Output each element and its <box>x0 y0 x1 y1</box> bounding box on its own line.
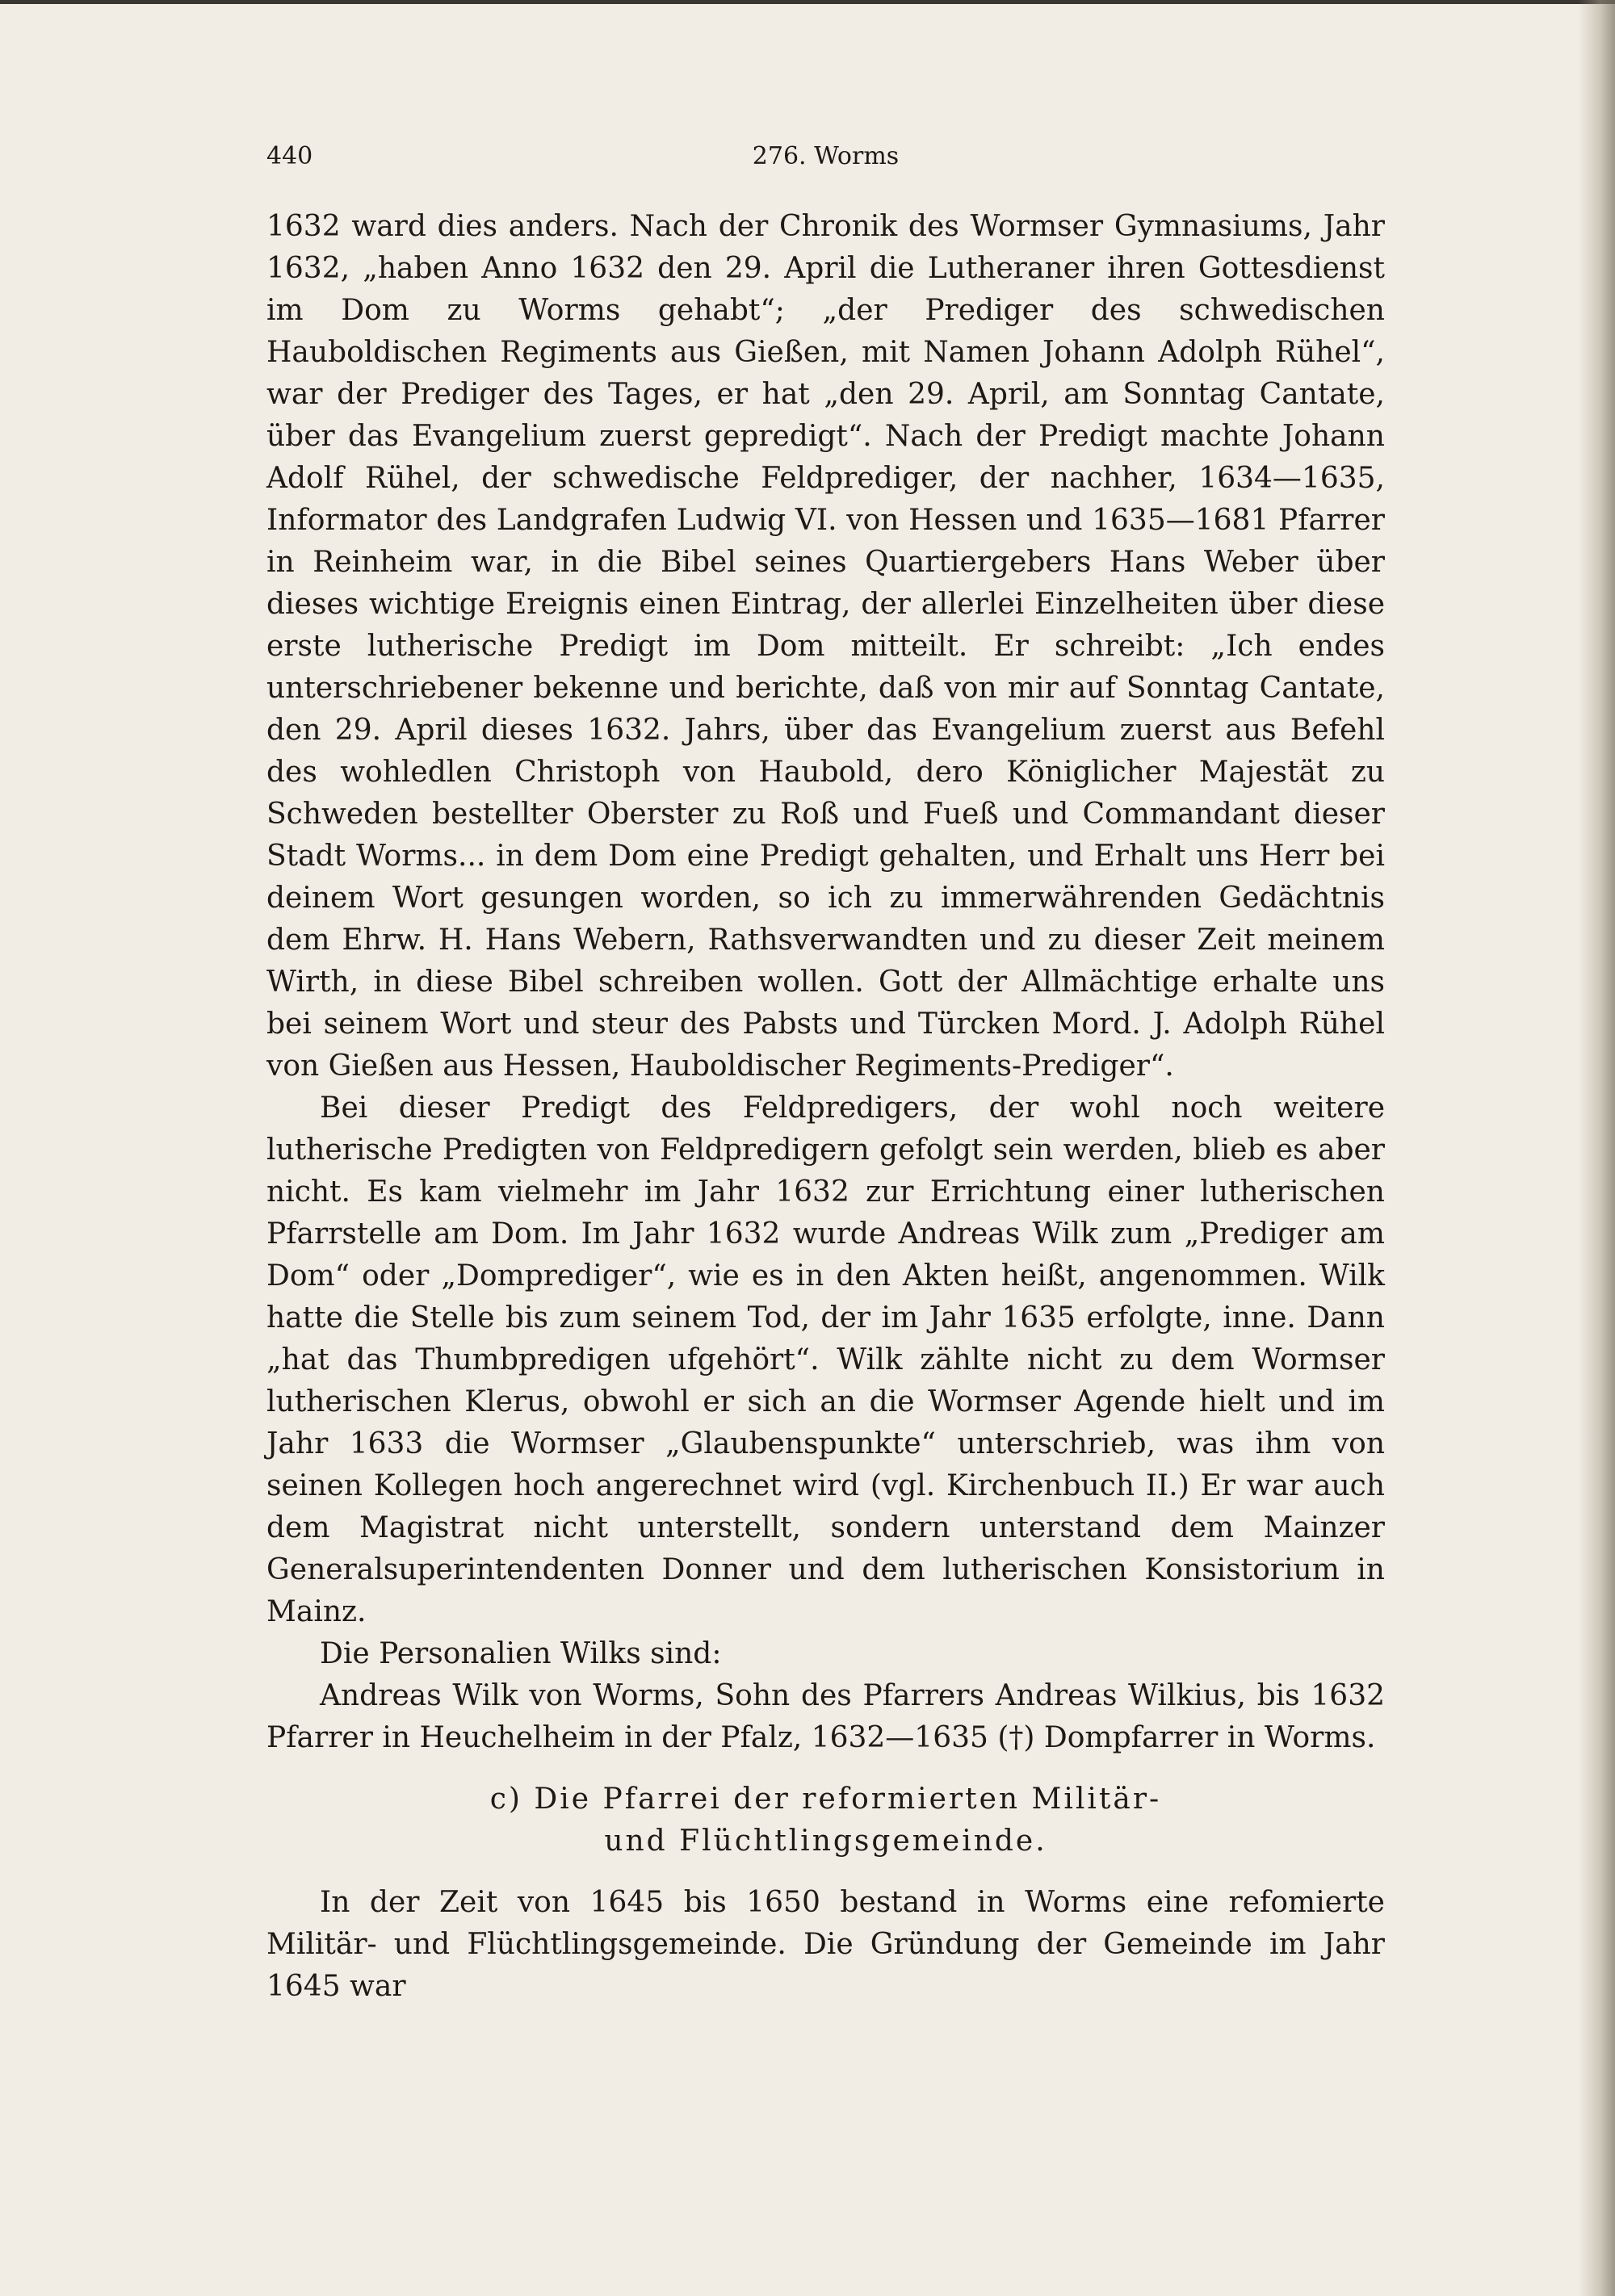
scan-top-edge <box>0 0 1615 4</box>
paragraph-refugee-congregation: In der Zeit von 1645 bis 1650 bestand in Worms eine refomierte Militär- und Flüchtlingsgemeinde. Die Gründung der Gemeinde im Jahr 1645 war <box>266 1886 1385 2003</box>
section-heading-line-1: c) Die Pfarrei der reformierten Militär- <box>489 1783 1162 1816</box>
section-heading <box>266 1779 1385 1862</box>
page-number: 440 <box>266 142 313 170</box>
page-fold-shadow <box>1578 0 1615 2296</box>
page-body <box>266 206 1385 2008</box>
section-heading-line-2: und Flüchtlingsgemeinde. <box>604 1825 1047 1858</box>
paragraph-chronicle: 1632 ward dies anders. Nach der Chronik des Wormser Gymnasiums, Jahr 1632, „haben Anno 1632 den 29. April die Lutheraner ihren Gottesdienst im Dom zu Worms gehabt“; „der Prediger des schwedischen Hauboldischen Regiments aus Gießen, mit Namen Johann Adolph Rühel“, war der Prediger des Tages, er hat „den 29. April, am Sonntag Cantate, über das Evangelium zuerst gepredigt“. Nach der Predigt machte Johann Adolf Rühel, der schwedische Feldprediger, der nachher, 1634—1635, Informator des Landgrafen Ludwig VI. von Hessen und 1635—1681 Pfarrer in Reinheim war, in die Bibel seines Quartiergebers Hans Weber über dieses wichtige Ereignis einen Eintrag, der allerlei Einzelheiten über diese erste lutherische Predigt im Dom mitteilt. Er schreibt: „Ich endes unterschriebener bekenne und berichte, daß von mir auf Sonntag Cantate, den 29. April dieses 1632. Jahrs, über das Evangelium zuerst aus Befehl des wohledlen Christoph von Haubold, dero Königlicher Majestät zu Schweden bestellter Oberster zu Roß und Fueß und Commandant dieser Stadt Worms... in dem Dom eine Predigt gehalten, und Erhalt uns Herr bei deinem Wort gesungen worden, so ich zu immerwährenden Gedächtnis dem Ehrw. H. Hans Webern, Rathsverwandten und zu dieser Zeit meinem Wirth, in diese Bibel schreiben wollen. Gott der Allmächtige erhalte uns bei seinem Wort und steur des Pabsts und Türcken Mord. J. Adolph Rühel von Gießen aus Hessen, Hauboldischer Regiments-Prediger“. <box>266 210 1385 1083</box>
paragraph-pastorate: Bei dieser Predigt des Feldpredigers, der wohl noch weitere lutherische Predigten von Feldpredigern gefolgt sein werden, blieb es aber nicht. Es kam vielmehr im Jahr 1632 zur Errichtung einer lutherischen Pfarrstelle am Dom. Im Jahr 1632 wurde Andreas Wilk zum „Prediger am Dom“ oder „Domprediger“, wie es in den Akten heißt, angenommen. Wilk hatte die Stelle bis zum seinem Tod, der im Jahr 1635 erfolgte, inne. Dann „hat das Thumbpredigen ufgehört“. Wilk zählte nicht zu dem Wormser lutherischen Klerus, obwohl er sich an die Wormser Agende hielt und im Jahr 1633 die Wormser „Glaubenspunkte“ unterschrieb, was ihm von seinen Kollegen hoch angerechnet wird (vgl. Kirchenbuch II.) Er war auch dem Magistrat nicht unterstellt, sondern unterstand dem Mainzer Generalsuperintendenten Donner und dem lutherischen Konsistorium in Mainz. <box>266 1091 1385 1628</box>
running-head: 276. Worms <box>752 142 900 170</box>
paragraph-personalia-intro: Die Personalien Wilks sind: <box>320 1637 722 1670</box>
paragraph-personalia: Andreas Wilk von Worms, Sohn des Pfarrers Andreas Wilkius, bis 1632 Pfarrer in Heuchelheim in der Pfalz, 1632—1635 (†) Dompfarrer in Worms. <box>266 1679 1385 1754</box>
page-header <box>266 142 1385 174</box>
